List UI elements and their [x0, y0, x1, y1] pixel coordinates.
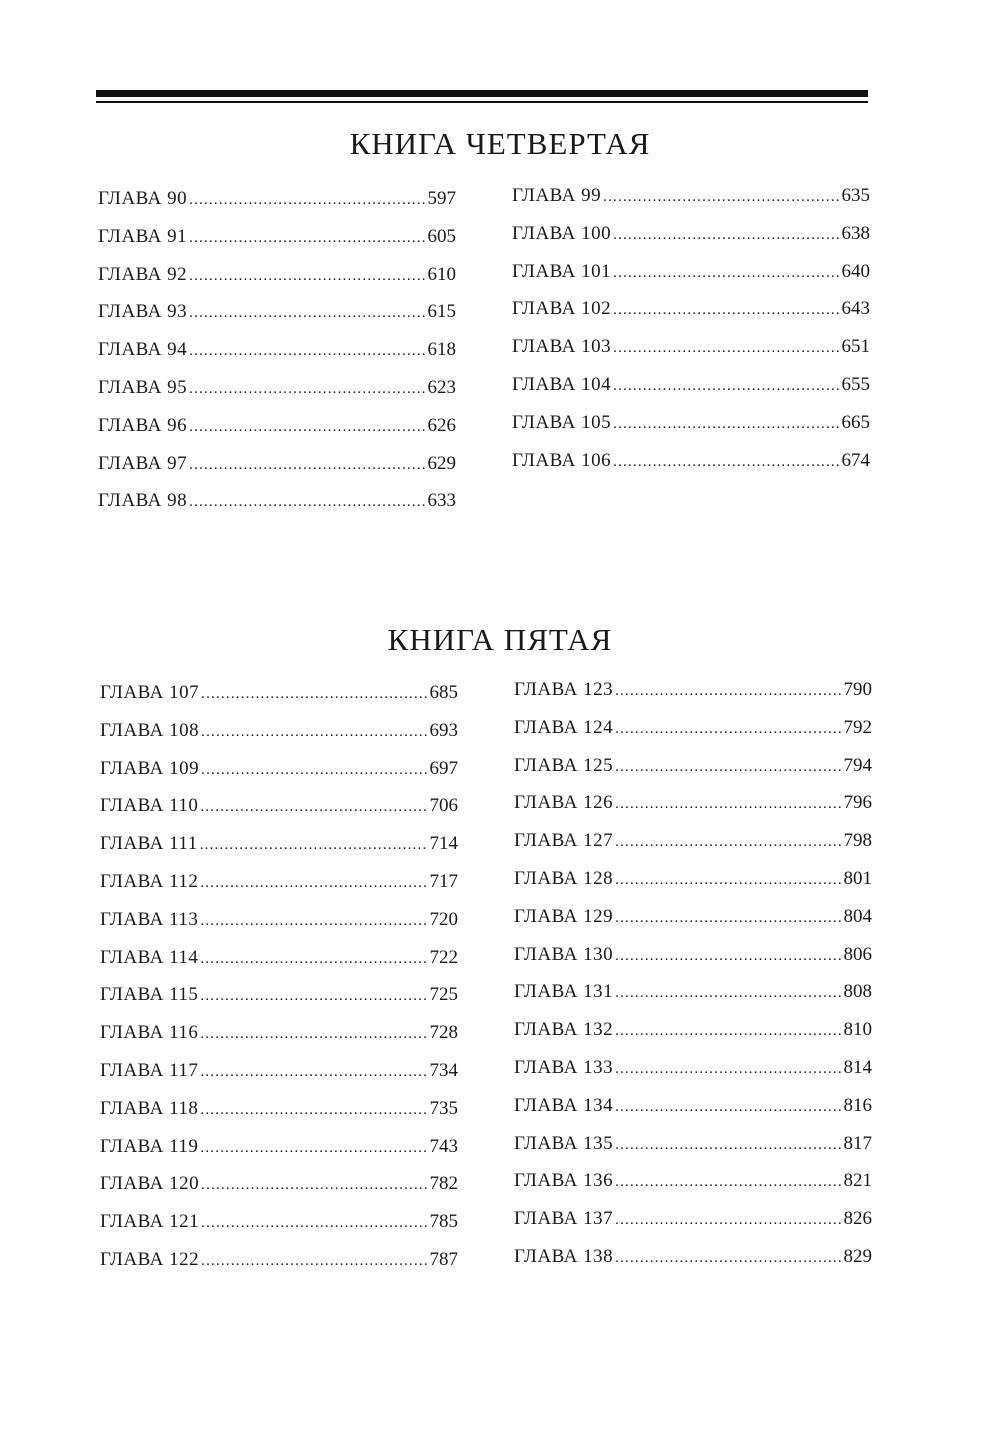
dot-leader	[615, 1061, 841, 1078]
page-number: 655	[841, 373, 870, 395]
chapter-label: ГЛАВА 92	[98, 263, 188, 285]
page-number: 665	[841, 411, 870, 433]
chapter-label: ГЛАВА 114	[100, 946, 199, 968]
dot-leader	[613, 416, 839, 433]
toc-entry	[98, 377, 456, 415]
page-number: 810	[843, 1019, 872, 1041]
dot-leader	[615, 1099, 841, 1116]
toc-entry	[100, 1060, 458, 1098]
dot-leader	[613, 265, 839, 282]
page-number: 829	[843, 1245, 872, 1267]
page-number: 717	[429, 870, 458, 892]
page-number: 605	[427, 225, 456, 247]
page-number: 706	[429, 795, 458, 817]
page-number: 674	[841, 449, 870, 471]
dot-leader	[189, 494, 425, 511]
page-number: 787	[429, 1248, 458, 1270]
dot-leader	[200, 913, 427, 930]
chapter-label: ГЛАВА 138	[514, 1245, 614, 1267]
page-number: 790	[843, 679, 872, 700]
toc-entry	[100, 1136, 458, 1174]
dot-leader	[615, 834, 841, 851]
toc-entry	[100, 1022, 458, 1060]
chapter-label: ГЛАВА 103	[512, 336, 612, 358]
chapter-label: ГЛАВА 111	[100, 833, 198, 855]
book5-left-column	[100, 682, 458, 1287]
page-number: 814	[843, 1056, 872, 1078]
toc-entry	[514, 830, 872, 868]
toc-entry	[100, 984, 458, 1022]
chapter-label: ГЛАВА 128	[514, 867, 614, 889]
dot-leader	[613, 227, 839, 244]
chapter-label: ГЛАВА 113	[100, 908, 199, 930]
page-number: 626	[427, 414, 456, 436]
page-number: 635	[841, 185, 870, 206]
page-number: 610	[427, 263, 456, 285]
toc-entry	[514, 1208, 872, 1246]
toc-entry	[512, 185, 870, 223]
page-number: 693	[429, 719, 458, 741]
chapter-label: ГЛАВА 122	[100, 1248, 200, 1270]
dot-leader	[200, 1026, 427, 1043]
toc-entry	[512, 223, 870, 261]
chapter-label: ГЛАВА 117	[100, 1059, 199, 1081]
dot-leader	[200, 1102, 427, 1119]
chapter-label: ГЛАВА 116	[100, 1022, 199, 1044]
toc-entry	[100, 833, 458, 871]
chapter-label: ГЛАВА 118	[100, 1097, 199, 1119]
toc-entry	[98, 264, 456, 302]
book4-title: КНИГА ЧЕТВЕРТАЯ	[349, 126, 651, 161]
dot-leader	[201, 724, 427, 741]
chapter-label: ГЛАВА 120	[100, 1173, 200, 1195]
dot-leader	[615, 985, 841, 1002]
page-number: 804	[843, 905, 872, 927]
toc-entry	[512, 336, 870, 374]
toc-entry	[100, 947, 458, 985]
chapter-label: ГЛАВА 91	[98, 225, 188, 247]
chapter-label: ГЛАВА 108	[100, 719, 200, 741]
chapter-label: ГЛАВА 135	[514, 1132, 614, 1154]
page-number: 734	[429, 1059, 458, 1081]
page-number: 618	[427, 339, 456, 361]
page-number: 623	[427, 376, 456, 398]
page-number: 826	[843, 1208, 872, 1230]
page-number: 801	[843, 867, 872, 889]
dot-leader	[201, 1253, 427, 1270]
chapter-label: ГЛАВА 94	[98, 339, 188, 361]
page-number: 725	[429, 984, 458, 1006]
dot-leader	[615, 872, 841, 889]
page-number: 794	[843, 754, 872, 776]
book5-title: КНИГА ПЯТАЯ	[387, 622, 613, 657]
dot-leader	[200, 1140, 427, 1157]
dot-leader	[615, 910, 841, 927]
dot-leader	[613, 340, 839, 357]
toc-entry	[98, 301, 456, 339]
chapter-label: ГЛАВА 105	[512, 411, 612, 433]
page-number: 615	[427, 301, 456, 323]
dot-leader	[603, 189, 839, 206]
chapter-label: ГЛАВА 127	[514, 830, 614, 852]
toc-entry	[100, 1211, 458, 1249]
page-number: 808	[843, 981, 872, 1003]
chapter-label: ГЛАВА 98	[98, 490, 188, 512]
chapter-label: ГЛАВА 123	[514, 679, 614, 700]
toc-entry	[100, 909, 458, 947]
chapter-label: ГЛАВА 130	[514, 943, 614, 965]
page-number: 643	[841, 298, 870, 320]
page-number: 685	[429, 682, 458, 703]
chapter-label: ГЛАВА 109	[100, 757, 200, 779]
dot-leader	[201, 686, 427, 703]
chapter-label: ГЛАВА 121	[100, 1211, 200, 1233]
toc-entry	[514, 792, 872, 830]
toc-entry	[512, 298, 870, 336]
dot-leader	[615, 948, 841, 965]
chapter-label: ГЛАВА 90	[98, 188, 188, 209]
toc-entry	[100, 682, 458, 720]
dot-leader	[189, 457, 425, 474]
toc-entry	[100, 795, 458, 833]
dot-leader	[200, 1064, 427, 1081]
toc-entry	[514, 679, 872, 717]
toc-entry	[100, 1249, 458, 1287]
book4-left-column	[98, 188, 456, 528]
page-number: 817	[843, 1132, 872, 1154]
page-number: 792	[843, 716, 872, 738]
toc-entry	[514, 868, 872, 906]
dot-leader	[615, 796, 841, 813]
page-number: 651	[841, 336, 870, 358]
dot-leader	[200, 799, 427, 816]
chapter-label: ГЛАВА 107	[100, 682, 200, 703]
page-number: 782	[429, 1173, 458, 1195]
dot-leader	[200, 837, 428, 854]
chapter-label: ГЛАВА 129	[514, 905, 614, 927]
chapter-label: ГЛАВА 96	[98, 414, 188, 436]
toc-entry	[514, 1170, 872, 1208]
toc-entry	[98, 490, 456, 528]
chapter-label: ГЛАВА 101	[512, 260, 612, 282]
toc-entry	[514, 717, 872, 755]
dot-leader	[201, 1215, 427, 1232]
chapter-label: ГЛАВА 106	[512, 449, 612, 471]
dot-leader	[613, 454, 839, 471]
dot-leader	[615, 721, 841, 738]
header-rule-thin	[96, 101, 868, 103]
toc-entry	[514, 1133, 872, 1171]
page-number: 638	[841, 222, 870, 244]
chapter-label: ГЛАВА 131	[514, 981, 614, 1003]
page-number: 697	[429, 757, 458, 779]
page-number: 816	[843, 1094, 872, 1116]
book5-right-column	[514, 679, 872, 1284]
chapter-label: ГЛАВА 115	[100, 984, 199, 1006]
dot-leader	[189, 268, 425, 285]
page-number: 629	[427, 452, 456, 474]
toc-entry	[514, 1057, 872, 1095]
page-number: 633	[427, 490, 456, 512]
chapter-label: ГЛАВА 104	[512, 373, 612, 395]
dot-leader	[615, 1174, 841, 1191]
toc-entry	[100, 720, 458, 758]
toc-entry	[98, 188, 456, 226]
toc-entry	[514, 1246, 872, 1284]
dot-leader	[613, 302, 839, 319]
toc-entry	[514, 981, 872, 1019]
chapter-label: ГЛАВА 133	[514, 1056, 614, 1078]
chapter-label: ГЛАВА 132	[514, 1019, 614, 1041]
toc-entry	[98, 415, 456, 453]
chapter-label: ГЛАВА 136	[514, 1170, 614, 1192]
dot-leader	[615, 1023, 841, 1040]
chapter-label: ГЛАВА 134	[514, 1094, 614, 1116]
dot-leader	[613, 378, 839, 395]
chapter-label: ГЛАВА 126	[514, 792, 614, 814]
dot-leader	[201, 1177, 427, 1194]
page-number: 785	[429, 1211, 458, 1233]
dot-leader	[615, 683, 841, 700]
dot-leader	[189, 192, 425, 209]
book4-right-column	[512, 185, 870, 487]
page-number: 806	[843, 943, 872, 965]
toc-entry	[512, 450, 870, 488]
chapter-label: ГЛАВА 112	[100, 870, 199, 892]
page-number: 743	[429, 1135, 458, 1157]
header-rule-thick	[96, 90, 868, 97]
toc-entry	[514, 1019, 872, 1057]
page-number: 821	[843, 1170, 872, 1192]
dot-leader	[615, 1137, 841, 1154]
chapter-label: ГЛАВА 125	[514, 754, 614, 776]
dot-leader	[615, 1212, 841, 1229]
page-number: 735	[429, 1097, 458, 1119]
page-number: 728	[429, 1022, 458, 1044]
dot-leader	[200, 951, 427, 968]
dot-leader	[189, 230, 425, 247]
dot-leader	[189, 305, 425, 322]
dot-leader	[189, 381, 425, 398]
toc-entry	[100, 758, 458, 796]
toc-entry	[514, 755, 872, 793]
toc-entry	[100, 871, 458, 909]
dot-leader	[615, 759, 841, 776]
toc-entry	[514, 906, 872, 944]
dot-leader	[615, 1250, 841, 1267]
page-number: 714	[429, 833, 458, 855]
page-number: 597	[427, 188, 456, 209]
toc-entry	[98, 226, 456, 264]
dot-leader	[201, 762, 427, 779]
page-number: 798	[843, 830, 872, 852]
toc-entry	[98, 339, 456, 377]
chapter-label: ГЛАВА 119	[100, 1135, 199, 1157]
page-number: 720	[429, 908, 458, 930]
chapter-label: ГЛАВА 99	[512, 185, 602, 206]
chapter-label: ГЛАВА 102	[512, 298, 612, 320]
chapter-label: ГЛАВА 95	[98, 376, 188, 398]
page-number: 796	[843, 792, 872, 814]
dot-leader	[200, 988, 427, 1005]
dot-leader	[189, 419, 425, 436]
toc-entry	[514, 944, 872, 982]
toc-entry	[512, 374, 870, 412]
toc-entry	[512, 261, 870, 299]
dot-leader	[189, 343, 425, 360]
chapter-label: ГЛАВА 93	[98, 301, 188, 323]
toc-entry	[514, 1095, 872, 1133]
toc-entry	[98, 453, 456, 491]
chapter-label: ГЛАВА 110	[100, 795, 199, 817]
page-number: 722	[429, 946, 458, 968]
toc-entry	[512, 412, 870, 450]
chapter-label: ГЛАВА 97	[98, 452, 188, 474]
dot-leader	[200, 875, 427, 892]
toc-entry	[100, 1098, 458, 1136]
chapter-label: ГЛАВА 100	[512, 222, 612, 244]
chapter-label: ГЛАВА 124	[514, 716, 614, 738]
chapter-label: ГЛАВА 137	[514, 1208, 614, 1230]
toc-entry	[100, 1173, 458, 1211]
page-number: 640	[841, 260, 870, 282]
